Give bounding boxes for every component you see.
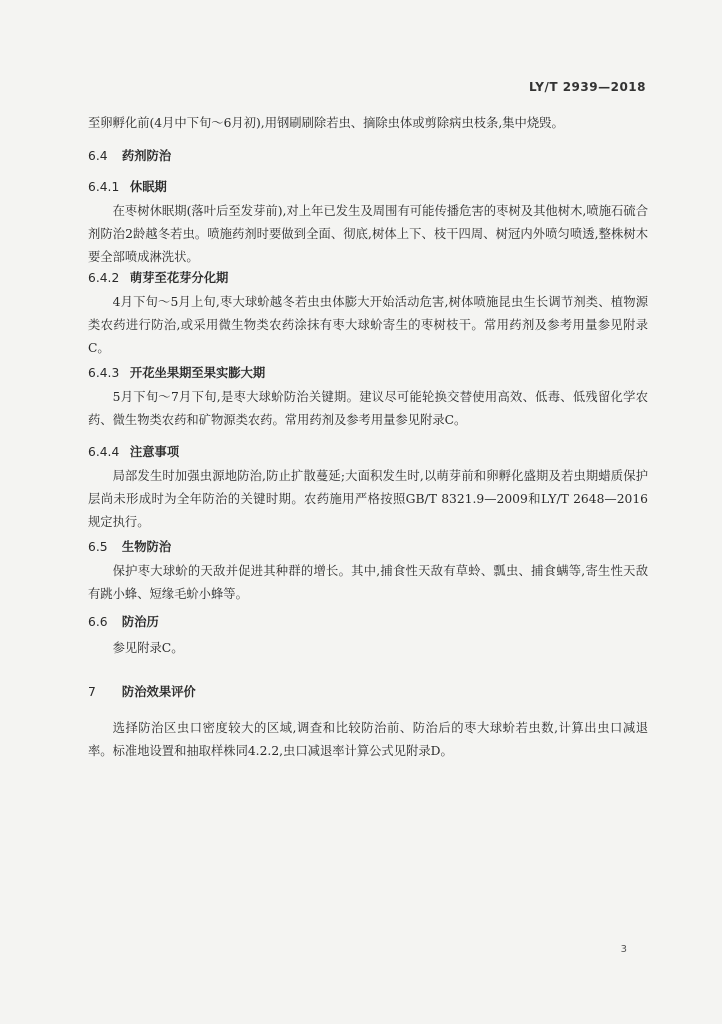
paragraph-continuation: 至卵孵化前(4月中下旬～6月初),用钢刷刷除若虫、摘除虫体或剪除病虫枝条,集中烧毁。 <box>88 116 564 130</box>
section-title: 防治历 <box>121 615 159 629</box>
paragraph-6-5: 保护枣大球蚧的天敌并促进其种群的增长。其中,捕食性天敌有草蛉、瓢虫、捕食螨等,寄生性天敌有跳小蜂、短缘毛蚧小蜂等。 <box>88 564 648 601</box>
paragraph-6-6: 参见附录C。 <box>112 641 184 655</box>
page-number: 3 <box>620 944 627 955</box>
section-number: 7 <box>88 685 96 699</box>
section-title: 休眠期 <box>129 180 167 194</box>
section-heading-6-4 <box>88 147 171 165</box>
paragraph-6-4-4: 局部发生时加强虫源地防治,防止扩散蔓延;大面积发生时,以萌芽前和卵孵化盛期及若虫期蜡质保护层尚未形成时为全年防治的关键时期。农药施用严格按照GB/T 8321.9—2009和LY/T 2648—2016规定执行。 <box>88 469 648 529</box>
section-heading-6-4-3 <box>88 364 265 382</box>
section-title: 注意事项 <box>129 445 180 459</box>
section-heading-6-6 <box>88 613 159 631</box>
section-title: 药剂防治 <box>121 149 172 163</box>
section-heading-6-4-2 <box>88 269 228 287</box>
document-code: LY/T 2939—2018 <box>528 80 646 94</box>
section-heading-6-4-4 <box>88 443 179 461</box>
paragraph-6-4-3: 5月下旬～7月下旬,是枣大球蚧防治关键期。建议尽可能轮换交替使用高效、低毒、低残留化学农药、微生物类农药和矿物源类农药。常用药剂及参考用量参见附录C。 <box>88 390 648 427</box>
section-title: 开花坐果期至果实膨大期 <box>129 366 266 380</box>
section-number: 6.5 <box>88 540 108 554</box>
section-heading-6-4-1 <box>88 178 167 196</box>
section-number: 6.4 <box>88 149 108 163</box>
section-title: 防治效果评价 <box>121 685 196 699</box>
section-heading-6-5 <box>88 538 171 556</box>
section-heading-7 <box>88 683 196 701</box>
section-number: 6.6 <box>88 615 108 629</box>
paragraph-6-4-1: 在枣树休眠期(落叶后至发芽前),对上年已发生及周围有可能传播危害的枣树及其他树木,喷施石硫合剂防治2龄越冬若虫。喷施药剂时要做到全面、彻底,树体上下、枝干四周、树冠内外喷匀喷透,整株树木要全部喷成淋洗状。 <box>88 204 648 264</box>
paragraph-6-4-2: 4月下旬～5月上旬,枣大球蚧越冬若虫虫体膨大开始活动危害,树体喷施昆虫生长调节剂类、植物源类农药进行防治,或采用微生物类农药涂抹有枣大球蚧寄生的枣树枝干。常用药剂及参考用量参见附录C。 <box>88 295 648 355</box>
section-number: 6.4.4 <box>88 445 120 459</box>
section-title: 生物防治 <box>121 540 172 554</box>
paragraph-7: 选择防治区虫口密度较大的区域,调查和比较防治前、防治后的枣大球蚧若虫数,计算出虫口减退率。标准地设置和抽取样株同4.2.2,虫口减退率计算公式见附录D。 <box>88 721 648 758</box>
section-title: 萌芽至花芽分化期 <box>129 271 229 285</box>
section-number: 6.4.2 <box>88 271 120 285</box>
section-number: 6.4.3 <box>88 366 120 380</box>
section-number: 6.4.1 <box>88 180 120 194</box>
